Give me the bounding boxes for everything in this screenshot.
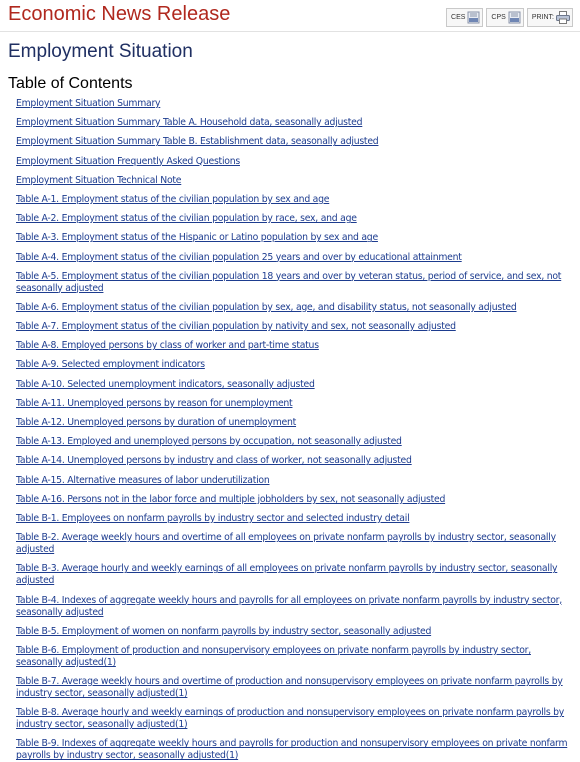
toc-item	[16, 136, 572, 148]
toc-item	[16, 213, 572, 225]
toc-link[interactable]: Table A-13. Employed and unemployed persons by occupation, not seasonally adjusted	[16, 436, 402, 448]
toc-link[interactable]: Employment Situation Summary	[16, 98, 161, 109]
toc-item	[16, 398, 572, 410]
toc-item	[16, 455, 572, 467]
release-tools	[446, 8, 573, 27]
toc-item	[16, 738, 572, 762]
document-icon	[467, 11, 480, 24]
page-title: Employment Situation	[8, 41, 193, 62]
ces-label: CES	[451, 14, 466, 21]
toc-item	[16, 676, 572, 700]
release-title: Economic News Release	[8, 3, 231, 25]
print-label: PRINT:	[531, 14, 554, 21]
toc-item	[16, 563, 572, 587]
toc-item	[16, 359, 572, 371]
toc-item	[16, 252, 572, 264]
toc-link[interactable]: Table A-14. Unemployed persons by industry and class of worker, not seasonally adjusted	[16, 455, 412, 467]
toc-link[interactable]: Table B-9. Indexes of aggregate weekly hours and payrolls for production and nonsupervisory employees on private nonfarm payrolls by industry sector, seasonally adjusted(1)	[16, 738, 568, 762]
toc-link[interactable]: Table B-3. Average hourly and weekly earnings of all employees on private nonfarm payrolls by industry sector, seasonally adjusted	[16, 563, 558, 587]
toc-link[interactable]: Table A-11. Unemployed persons by reason for unemployment	[16, 397, 293, 409]
toc-link[interactable]: Table B-5. Employment of women on nonfarm payrolls by industry sector, seasonally adjusted	[16, 625, 432, 637]
toc-item	[16, 626, 572, 638]
toc-link[interactable]: Table B-7. Average weekly hours and overtime of production and nonsupervisory employees on private nonfarm payrolls by industry sector, seasonally adjusted(1)	[16, 676, 563, 700]
toc-link[interactable]: Table A-8. Employed persons by class of worker and part-time status	[16, 340, 319, 352]
toc-link[interactable]: Table A-6. Employment status of the civilian population by sex, age, and disability status, not seasonally adjusted	[16, 301, 517, 313]
toc-link[interactable]: Table A-12. Unemployed persons by duration of unemployment	[16, 417, 297, 428]
printer-icon	[556, 11, 570, 24]
toc-link[interactable]: Table B-2. Average weekly hours and overtime of all employees on private nonfarm payrolls by industry sector, seasonally adjusted	[16, 532, 556, 556]
toc-item	[16, 340, 572, 352]
toc-item	[16, 194, 572, 206]
toc-item	[16, 513, 572, 525]
toc-item	[16, 117, 572, 129]
print-button[interactable]	[527, 8, 573, 27]
toc-item	[16, 379, 572, 391]
toc-link[interactable]: Table A-15. Alternative measures of labor underutilization	[16, 474, 270, 486]
toc-item	[16, 156, 572, 168]
ces-button[interactable]	[446, 8, 483, 27]
toc-item	[16, 645, 572, 669]
toc-link[interactable]: Table B-6. Employment of production and nonsupervisory employees on private nonfarm payrolls by industry sector, seasonally adjusted(1)	[16, 644, 531, 668]
toc-item	[16, 436, 572, 448]
toc-link[interactable]: Table A-16. Persons not in the labor force and multiple jobholders by sex, not seasonally adjusted	[16, 493, 446, 505]
toc-item	[16, 475, 572, 487]
toc-link[interactable]: Table A-3. Employment status of the Hispanic or Latino population by sex and age	[16, 232, 378, 244]
toc-link[interactable]: Table A-5. Employment status of the civilian population 18 years and over by veteran status, period of service, and sex, not seasonally adjusted	[16, 270, 562, 294]
toc-item	[16, 595, 572, 619]
toc-item	[16, 98, 572, 110]
toc-item	[16, 321, 572, 333]
cps-label: CPS	[491, 14, 506, 21]
toc-link[interactable]: Table A-2. Employment status of the civilian population by race, sex, and age	[16, 213, 357, 225]
toc-link[interactable]: Table A-7. Employment status of the civilian population by nativity and sex, not seasonally adjusted	[16, 321, 456, 333]
toc-item	[16, 271, 572, 295]
toc-link[interactable]: Employment Situation Technical Note	[16, 174, 182, 186]
toc-link[interactable]: Table A-1. Employment status of the civilian population by sex and age	[16, 193, 330, 205]
toc-item	[16, 532, 572, 556]
toc-link[interactable]: Table A-10. Selected unemployment indicators, seasonally adjusted	[16, 378, 315, 390]
toc-link[interactable]: Table A-9. Selected employment indicators	[16, 359, 205, 371]
toc-item	[16, 417, 572, 429]
toc-item	[16, 494, 572, 506]
toc-link[interactable]: Table B-8. Average hourly and weekly earnings of production and nonsupervisory employees on private nonfarm payrolls by industry sector, seasonally adjusted(1)	[16, 707, 565, 731]
toc-item	[16, 707, 572, 731]
toc-link[interactable]: Table A-4. Employment status of the civilian population 25 years and over by educational attainment	[16, 251, 462, 263]
document-icon	[508, 11, 521, 24]
toc-link[interactable]: Table B-1. Employees on nonfarm payrolls by industry sector and selected industry detail	[16, 512, 410, 524]
toc-link[interactable]: Employment Situation Frequently Asked Questions	[16, 155, 240, 167]
toc-link[interactable]: Employment Situation Summary Table B. Establishment data, seasonally adjusted	[16, 136, 379, 148]
toc-heading: Table of Contents	[8, 75, 133, 92]
toc-item	[16, 232, 572, 244]
toc-item	[16, 302, 572, 314]
cps-button[interactable]	[486, 8, 523, 27]
toc-link[interactable]: Table B-4. Indexes of aggregate weekly hours and payrolls for all employees on private nonfarm payrolls by industry sector, seasonally adjusted	[16, 594, 562, 618]
release-header	[0, 0, 580, 32]
toc-list	[16, 98, 572, 762]
toc-link[interactable]: Employment Situation Summary Table A. Household data, seasonally adjusted	[16, 117, 363, 129]
toc-item	[16, 175, 572, 187]
